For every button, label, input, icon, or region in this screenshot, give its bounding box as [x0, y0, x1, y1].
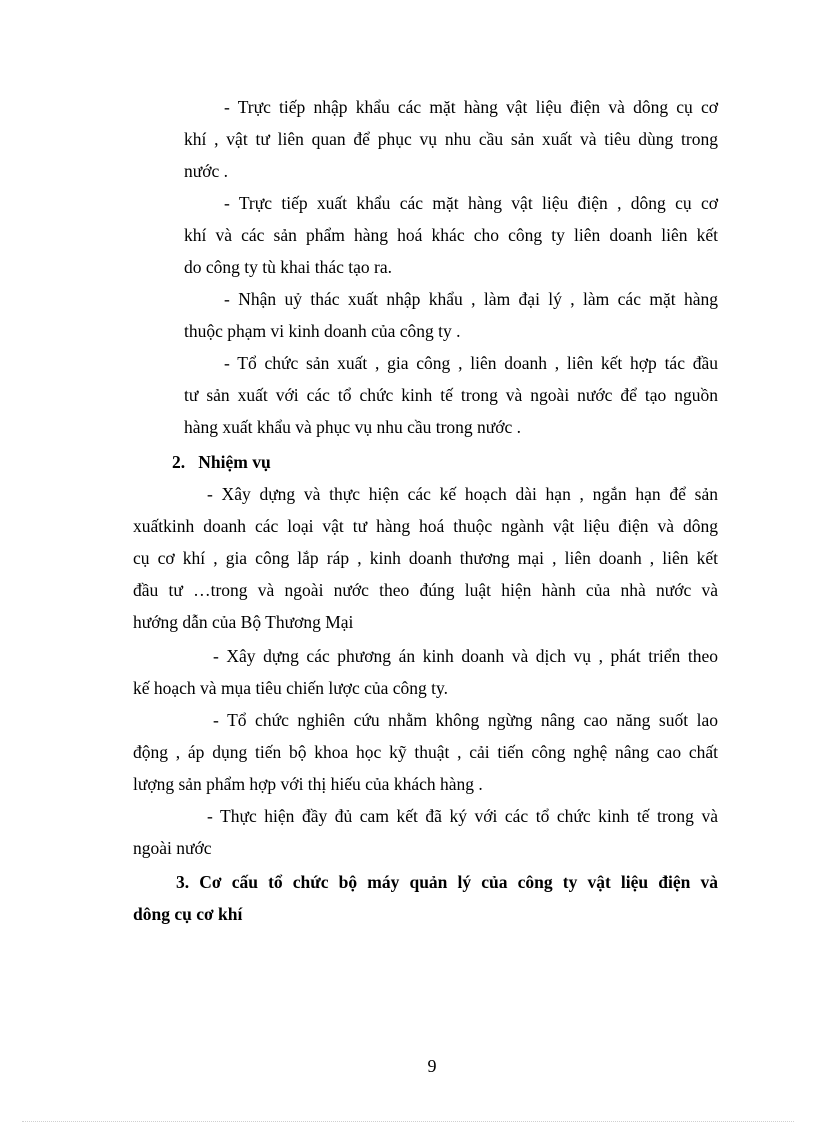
paragraph-line: do công ty tù khai thác tạo ra.	[184, 257, 392, 277]
paragraph-line: - Xây dựng các phương án kinh doanh và dịch vụ , phát triển theo	[213, 646, 718, 666]
paragraph-line: - Tổ chức nghiên cứu nhằm không ngừng nâng cao năng suốt lao	[213, 710, 718, 730]
paragraph-line: hàng xuất khẩu và phục vụ nhu cầu trong nước .	[184, 417, 522, 437]
paragraph-line: - Trực tiếp nhập khẩu các mặt hàng vật liệu điện và dông cụ cơ	[224, 97, 718, 117]
paragraph-line: thuộc phạm vi kinh doanh của công ty .	[184, 321, 461, 341]
section-heading: 2. Nhiệm vụ	[172, 452, 271, 472]
paragraph-line: động , áp dụng tiến bộ khoa học kỹ thuật , cải tiến công nghệ nâng cao chất	[133, 742, 718, 762]
page-number: 9	[427, 1056, 437, 1076]
paragraph-line: khí , vật tư liên quan để phục vụ nhu cầu sản xuất và tiêu dùng trong	[184, 129, 718, 149]
section-heading: 3. Cơ cấu tổ chức bộ máy quản lý của công ty vật liệu điện và	[176, 872, 718, 892]
paragraph-line: khí và các sản phẩm hàng hoá khác cho công ty liên doanh liên kết	[184, 225, 718, 245]
page-bottom-rule	[22, 1121, 794, 1122]
section-heading: dông cụ cơ khí	[133, 904, 243, 924]
paragraph-line: tư sản xuất với các tổ chức kinh tế trong và ngoài nước để tạo nguồn	[184, 385, 718, 405]
paragraph-line: ngoài nước	[133, 838, 212, 858]
paragraph-line: kế hoạch và mụa tiêu chiến lược của công ty.	[133, 678, 448, 698]
paragraph-line: xuấtkinh doanh các loại vật tư hàng hoá thuộc ngành vật liệu điện và dông	[133, 516, 718, 536]
paragraph-line: - Xây dựng và thực hiện các kế hoạch dài hạn , ngắn hạn để sản	[207, 484, 718, 504]
paragraph-line: đầu tư …trong và ngoài nước theo đúng luật hiện hành của nhà nước và	[133, 580, 718, 600]
paragraph-line: - Nhận uỷ thác xuất nhập khẩu , làm đại lý , làm các mặt hàng	[224, 289, 718, 309]
paragraph-line: - Tổ chức sản xuất , gia công , liên doanh , liên kết hợp tác đầu	[224, 353, 718, 373]
paragraph-line: - Trực tiếp xuất khẩu các mặt hàng vật liệu điện , dông cụ cơ	[224, 193, 718, 213]
paragraph-line: hướng dẫn của Bộ Thương Mại	[133, 612, 354, 632]
paragraph-line: cụ cơ khí , gia công lắp ráp , kinh doanh thương mại , liên doanh , liên kết	[133, 548, 718, 568]
paragraph-line: lượng sản phẩm hợp với thị hiếu của khách hàng .	[133, 774, 483, 794]
paragraph-line: - Thực hiện đầy đủ cam kết đã ký với các tổ chức kinh tế trong và	[207, 806, 718, 826]
paragraph-line: nước .	[184, 161, 229, 181]
